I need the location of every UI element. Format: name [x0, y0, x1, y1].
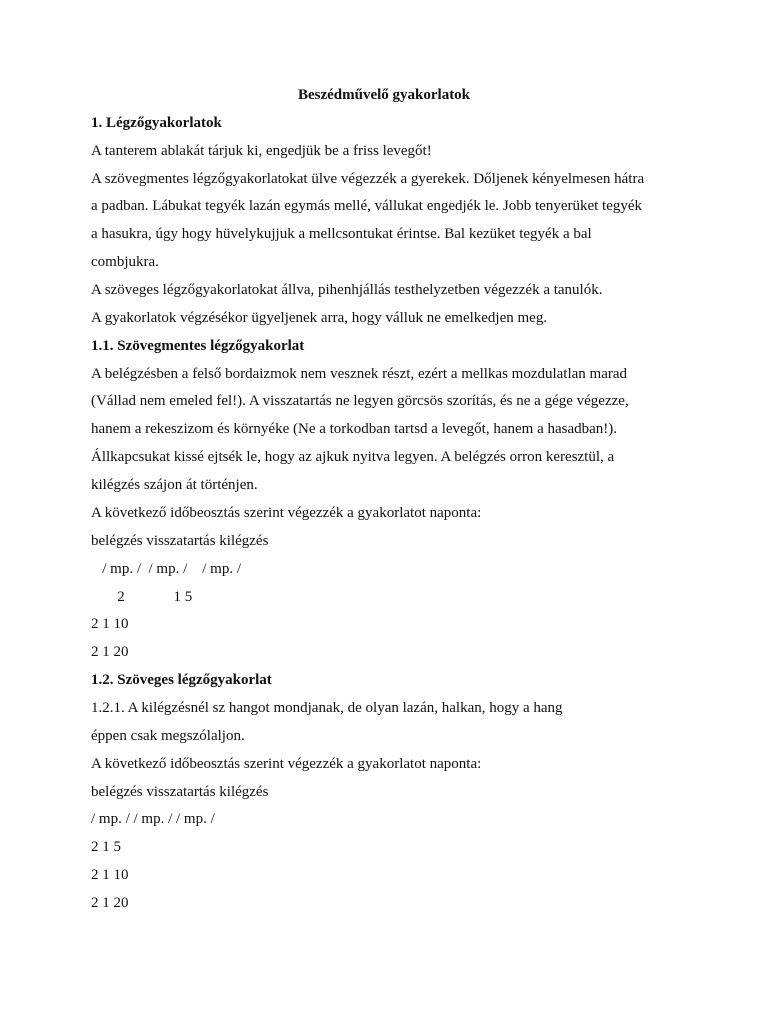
paragraph-line: A tanterem ablakát tárjuk ki, engedjük be a friss levegőt! — [91, 143, 432, 159]
paragraph-line: A szöveges légzőgyakorlatokat állva, pihenhjállás testhelyzetben végezzék a tanulók. — [91, 282, 603, 298]
paragraph-line: 1.2.1. A kilégzésnél sz hangot mondjanak, de olyan lazán, halkan, hogy a hang — [91, 700, 563, 716]
paragraph-line: A gyakorlatok végzésékor ügyeljenek arra, hogy válluk ne emelkedjen meg. — [91, 310, 548, 326]
paragraph-line: Állkapcsukat kissé ejtsék le, hogy az ajkuk nyitva legyen. A belégzés orron keresztül, a — [91, 449, 615, 465]
timing-header: belégzés visszatartás kilégzés — [91, 533, 269, 549]
timing-row: 2 1 5 — [91, 839, 121, 855]
timing-row: 2 1 10 — [91, 616, 129, 632]
paragraph-line: a padban. Lábukat tegyék lazán egymás mellé, vállukat engedjék le. Jobb tenyerüket tegyék — [91, 198, 643, 214]
heading-1-1: 1.1. Szövegmentes légzőgyakorlat — [91, 338, 305, 354]
paragraph-line: A szövegmentes légzőgyakorlatokat ülve végezzék a gyerekek. Dőljenek kényelmesen hátra — [91, 171, 645, 187]
paragraph-line: (Vállad nem emeled fel!). A visszatartás ne legyen görcsös szorítás, és ne a gége végezze, — [91, 393, 629, 409]
timing-row: 2 1 20 — [91, 644, 129, 660]
timing-units: / mp. / / mp. / / mp. / — [91, 811, 215, 827]
paragraph-line: a hasukra, úgy hogy hüvelykujjuk a mellcsontukat érintse. Bal kezüket tegyék a bal — [91, 226, 592, 242]
paragraph-line: éppen csak megszólaljon. — [91, 728, 245, 744]
paragraph-line: A belégzésben a felső bordaizmok nem vesznek részt, ezért a mellkas mozdulatlan marad — [91, 366, 628, 382]
timing-row: 2 1 5 — [91, 589, 193, 605]
paragraph-line: kilégzés szájon át történjen. — [91, 477, 258, 493]
timing-row: 2 1 20 — [91, 895, 129, 911]
paragraph-line: hanem a rekeszizom és környéke (Ne a torkodban tartsd a levegőt, hanem a hasadban!). — [91, 421, 618, 437]
heading-1-2: 1.2. Szöveges légzőgyakorlat — [91, 672, 272, 688]
timing-header: belégzés visszatartás kilégzés — [91, 784, 269, 800]
timing-units: / mp. / / mp. / / mp. / — [91, 561, 242, 577]
paragraph-line: combjukra. — [91, 254, 159, 270]
heading-1: 1. Légzőgyakorlatok — [91, 115, 222, 131]
paragraph-line: A következő időbeosztás szerint végezzék a gyakorlatot naponta: — [91, 756, 482, 772]
timing-row: 2 1 10 — [91, 867, 129, 883]
paragraph-line: A következő időbeosztás szerint végezzék a gyakorlatot naponta: — [91, 505, 482, 521]
document-title: Beszédművelő gyakorlatok — [297, 87, 471, 103]
